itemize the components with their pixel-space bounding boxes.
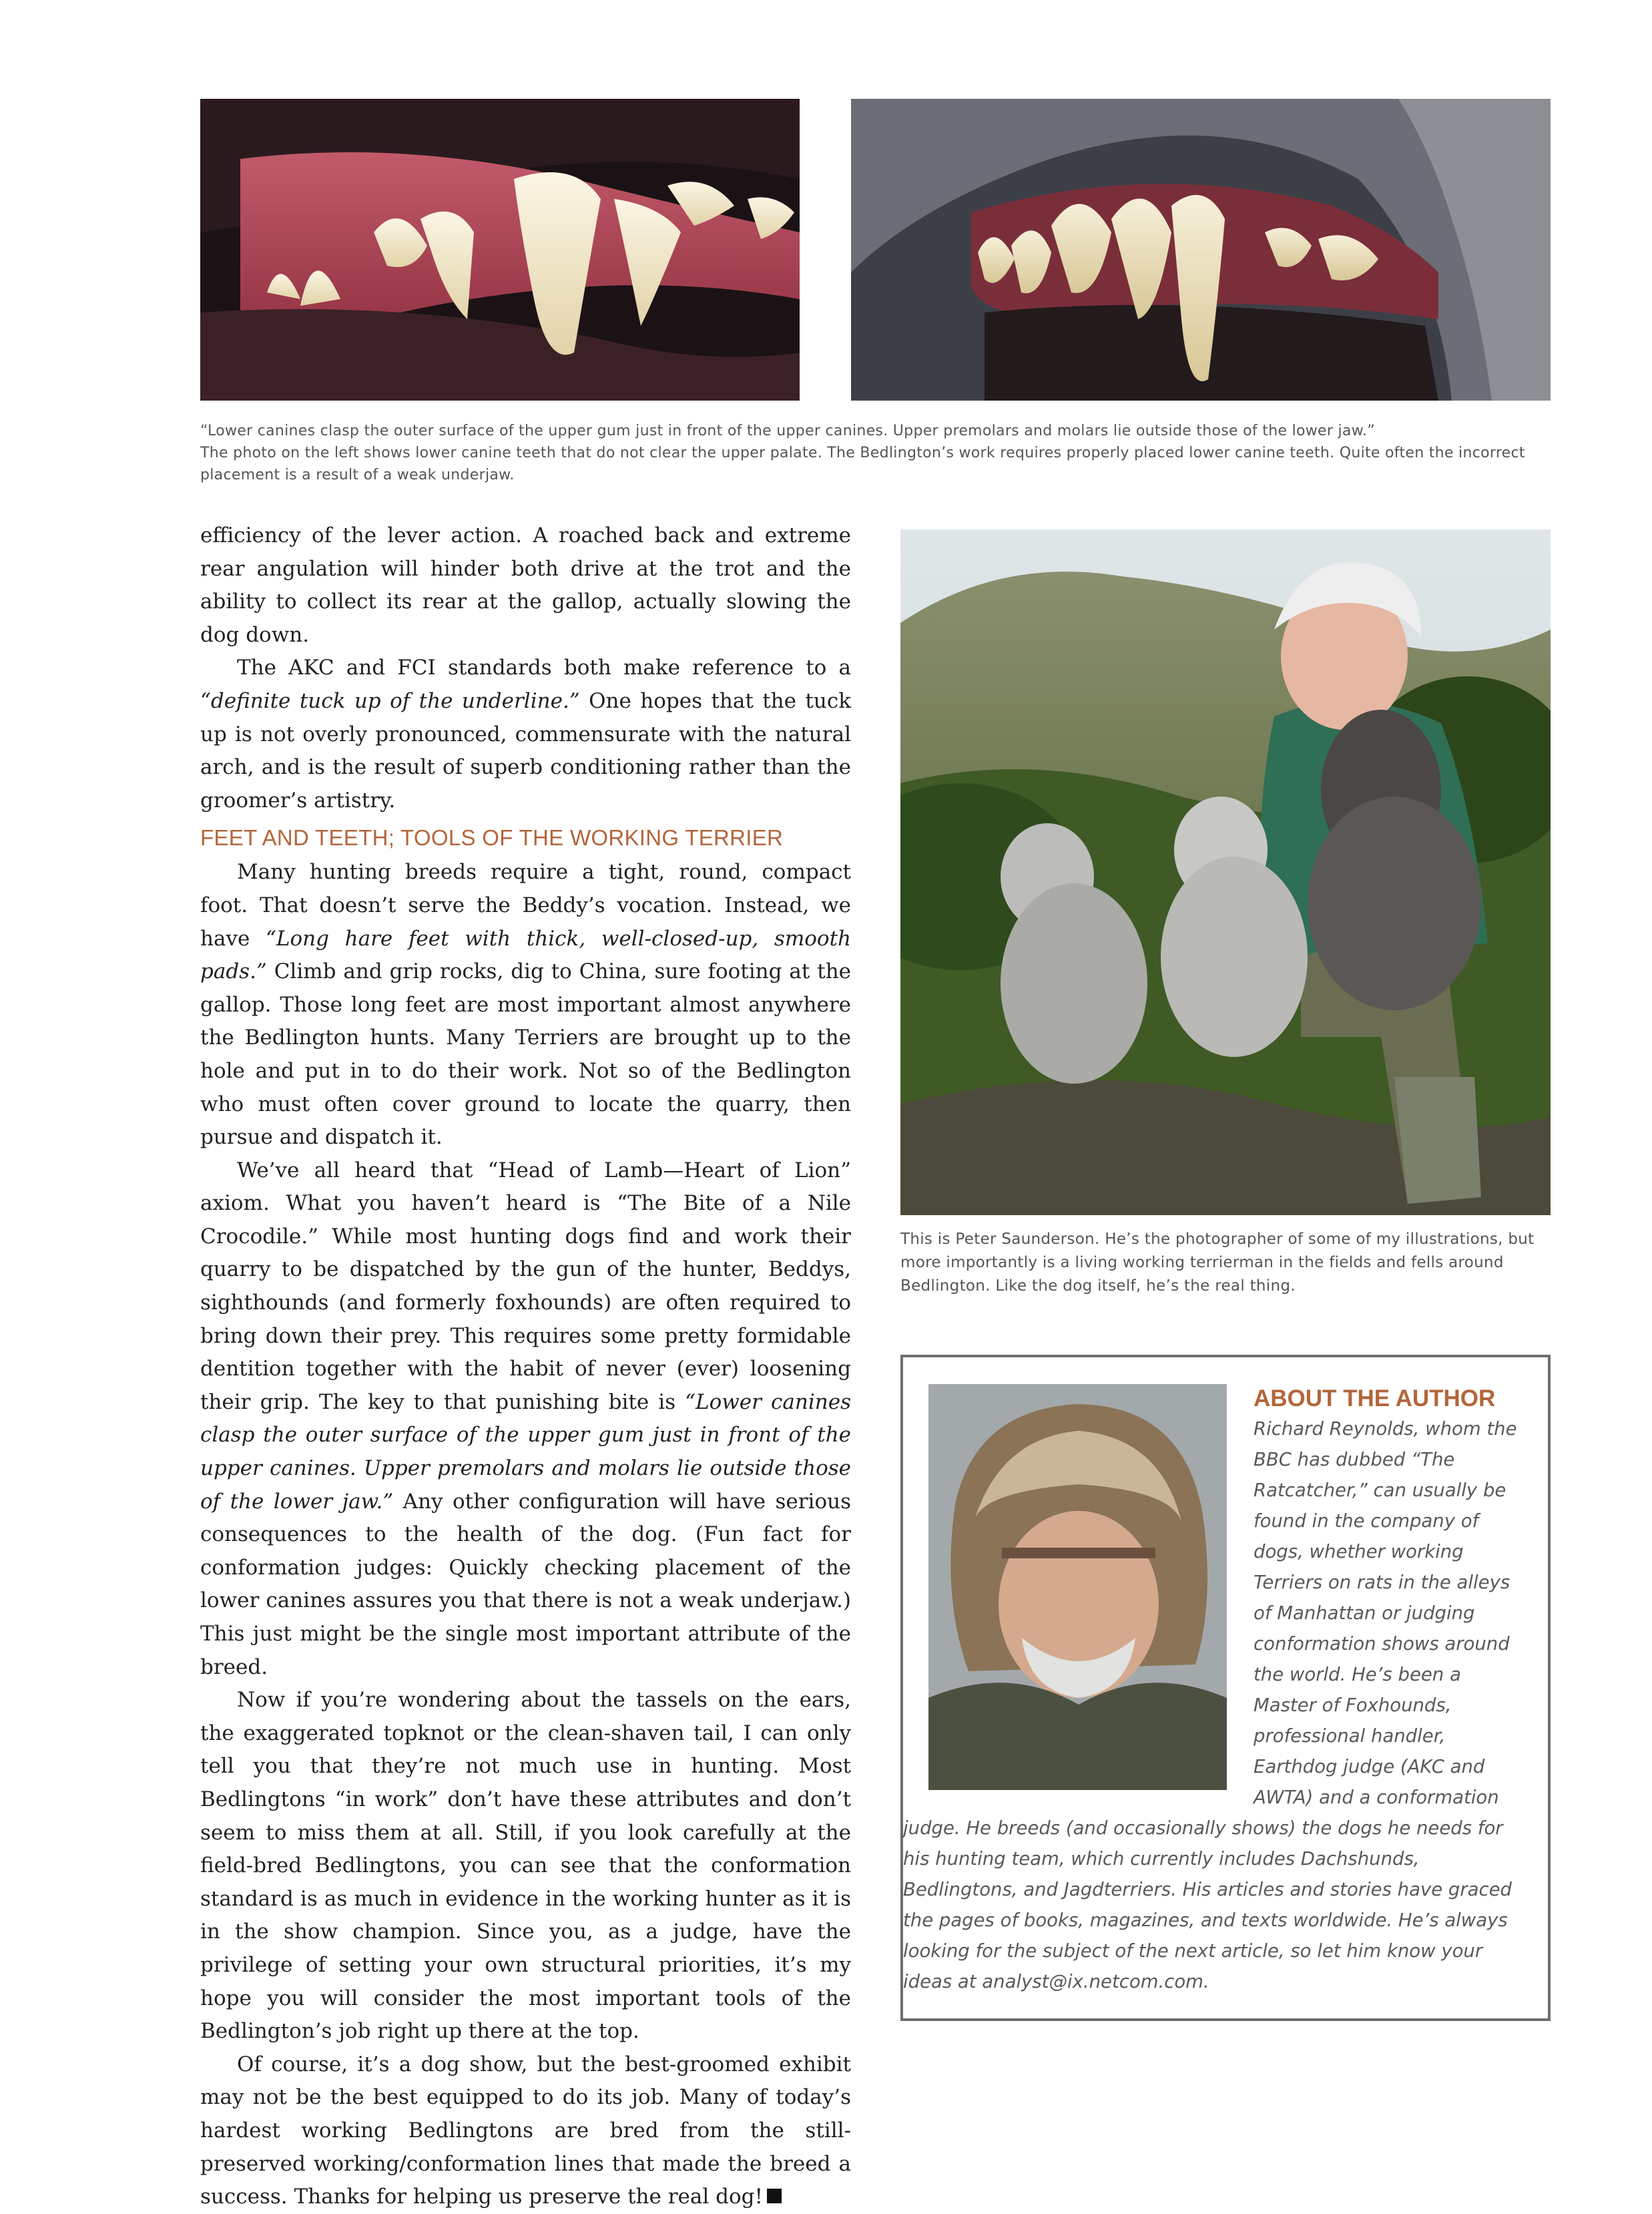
article-paragraph-1: efficiency of the lever action. A roached back and extreme rear angulation will hinder both drive at the trot and the ability to collect its rear at the gallop, actually slowing the dog down. (200, 523, 851, 647)
canines-quote: “Lower canines clasp the outer surface of the upper gum just in front of the upper canines. Upper premolars and molars lie outside those of the lower jaw.” (200, 1389, 851, 1514)
article-paragraph-4: We’ve all heard that “Head of Lamb—Heart of Lion” axiom. What you haven’t heard is “The Bite of a Nile Crocodile.” While most hunting dogs find and work their quarry to be dispatched by the gun of the hunter, Beddys, sighthounds (and formerly foxhounds) are often required to bring down their prey. This requires some pretty formidable dentition together with the habit of never (ever) loosening their grip. The key to that punishing bite is “Lower canines clasp the outer surface of the upper gum just in front of the upper canines. Upper premolars and molars lie outside those of the lower jaw.” Any other configuration will have serious consequences to the health of the dog. (Fun fact for conformation judges: Quickly checking placement of the lower canines assures you that there is not a weak underjaw.) This just might be the single most important attribute of the breed. (200, 1158, 851, 1679)
teeth-caption (200, 420, 1551, 486)
feet-quote: “Long hare feet with thick, well-closed-up, smooth pads.” (200, 926, 851, 984)
peter-saunderson-photo (900, 529, 1551, 1215)
about-author-text: Richard Reynolds, whom the BBC has dubbed “The Ratcatcher,” can usually be found in the company of dogs, whether working Terriers on rats in the alleys of Manhattan or judging conformation shows around the world. He’s been a Master of Foxhounds, professional handler, Earthdog judge (AKC and AWTA) and a conformation judge. He breeds (and occasionally shows) the dogs he needs for his hunting team, which currently includes Dachshunds, Bedlingtons, and Jagdterriers. His articles and stories have graced the pages of books, magazines, and texts worldwide. He’s always looking for the subject of the next article, so let him know your ideas at analyst@ix.netcom.com. (903, 1418, 1517, 1992)
author-photo (928, 1384, 1227, 1790)
section-heading: FEET AND TEETH; TOOLS OF THE WORKING TERRIER (200, 825, 784, 851)
about-author-heading: ABOUT THE AUTHOR (1254, 1385, 1496, 1411)
article-body (200, 519, 851, 2214)
article-paragraph-2: The AKC and FCI standards both make reference to a “definite tuck up of the underline.” One hopes that the tuck up is not overly pronounced, commensurate with the natural arch, and is the result of superb conditioning rather than the groomer’s artistry. (200, 656, 851, 813)
teeth-caption-line-2: The photo on the left shows lower canine teeth that do not clear the upper palate. The Bedlington’s work requires properly placed lower canine teeth. Quite often the incorrect placement is a result of a weak underjaw. (200, 445, 1525, 483)
article-paragraph-5: Now if you’re wondering about the tassels on the ears, the exaggerated topknot or the clean-shaven tail, I can only tell you that they’re not much use in hunting. Most Bedlingtons “in work” don’t have these attributes and don’t seem to miss them at all. Still, if you look carefully at the field-bred Bedlingtons, you can see that the conformation standard is as much in evidence in the working hunter as it is in the show champion. Since you, as a judge, have the privilege of setting your own structural priorities, it’s my hope you will consider the most important tools of the Bedlington’s job right up there at the top. (200, 1688, 851, 2044)
tuck-up-quote: “definite tuck up of the underline.” (200, 688, 580, 713)
teeth-photo-left (200, 99, 800, 401)
article-paragraph-6: Of course, it’s a dog show, but the best-groomed exhibit may not be the best equipped to do its job. Many of today’s hardest working Bedlingtons are bred from the still-preserved working/conformation lines that made the breed a success. Thanks for helping us preserve the real dog! (200, 2052, 851, 2209)
teeth-caption-line-1: “Lower canines clasp the outer surface of the upper gum just in front of the upper canines. Upper premolars and molars lie outside those of the lower jaw.” (200, 423, 1375, 439)
photo-caption: This is Peter Saunderson. He’s the photographer of some of my illustrations, but more importantly is a living working terrierman in the fields and fells around Bedlington. Like the dog itself, he’s the real thing. (900, 1231, 1535, 1295)
teeth-photo-right (851, 99, 1551, 401)
article-paragraph-3: Many hunting breeds require a tight, round, compact foot. That doesn’t serve the Beddy’s vocation. Instead, we have “Long hare feet with thick, well-closed-up, smooth pads.” Climb and grip rocks, dig to China, sure footing at the gallop. Those long feet are most important almost anywhere the Bedlington hunts. Many Terriers are brought up to the hole and put in to do their work. Not so of the Bedlington who must often cover ground to locate the quarry, then pursue and dispatch it. (200, 860, 851, 1150)
end-of-article-mark (767, 2189, 782, 2203)
about-author-box (900, 1355, 1551, 2021)
